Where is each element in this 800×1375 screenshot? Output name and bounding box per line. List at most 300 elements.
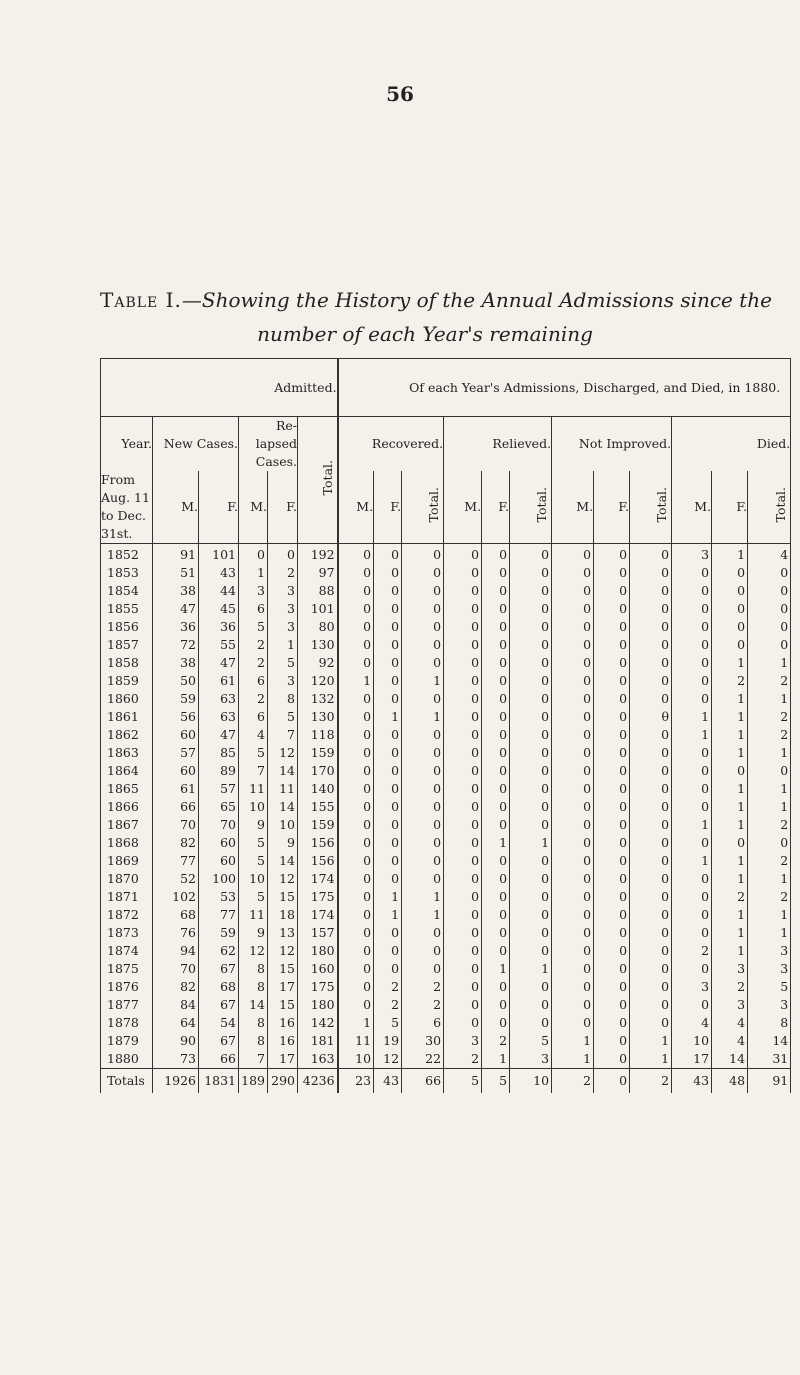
table-cell: 5 (268, 708, 298, 726)
not-improved-header: Not Improved. (552, 417, 672, 472)
table-cell: 0 (712, 600, 748, 618)
table-cell: 11 (239, 780, 268, 798)
table-cell: 3 (268, 582, 298, 600)
table-cell: 0 (402, 942, 444, 960)
table-cell: 1 (748, 654, 791, 672)
year-cell: 1871 (101, 888, 153, 906)
table-cell: 0 (672, 582, 712, 600)
table-cell: 59 (153, 690, 199, 708)
table-row (101, 582, 791, 600)
table-cell: 63 (199, 708, 239, 726)
table-cell: 7 (239, 1050, 268, 1069)
table-cell: 132 (298, 690, 338, 708)
table-cell: 0 (630, 780, 672, 798)
year-cell: 1880 (101, 1050, 153, 1069)
table-cell: 0 (510, 618, 552, 636)
table-cell: 100 (199, 870, 239, 888)
table-cell: 0 (374, 744, 402, 762)
table-cell: 0 (748, 762, 791, 780)
table-cell: 0 (482, 708, 510, 726)
table-cell: 0 (482, 816, 510, 834)
table-cell: 14 (748, 1032, 791, 1050)
table-cell: 0 (374, 942, 402, 960)
table-cell: 0 (510, 726, 552, 744)
table-cell: 0 (402, 654, 444, 672)
table-cell: 0 (510, 636, 552, 654)
table-cell: 70 (153, 960, 199, 978)
table-cell: 0 (482, 942, 510, 960)
table-cell: 0 (630, 1014, 672, 1032)
table-row (101, 708, 791, 726)
table-cell: 0 (482, 870, 510, 888)
table-cell: 0 (374, 780, 402, 798)
table-cell: 3 (748, 960, 791, 978)
table-cell: 0 (672, 960, 712, 978)
table-cell: 82 (153, 834, 199, 852)
table-cell: 1 (510, 960, 552, 978)
table-cell: 0 (374, 618, 402, 636)
table-cell: 0 (630, 600, 672, 618)
table-cell: 102 (153, 888, 199, 906)
table-cell: 0 (444, 544, 482, 565)
table-cell: 14 (239, 996, 268, 1014)
table-cell: 1 (402, 906, 444, 924)
table-row (101, 816, 791, 834)
table-cell: 45 (199, 600, 239, 618)
table-cell: 0 (510, 816, 552, 834)
table-cell: 1 (338, 672, 374, 690)
table-cell: 0 (594, 906, 630, 924)
table-cell: 1 (712, 924, 748, 942)
table-cell: 94 (153, 942, 199, 960)
table-cell: 4 (239, 726, 268, 744)
table-row (101, 798, 791, 816)
relieved-total-header: Total. (534, 486, 550, 523)
table-cell: 0 (672, 798, 712, 816)
table-body (101, 544, 791, 1094)
table-cell: 10 (268, 816, 298, 834)
table-cell: 0 (594, 1050, 630, 1069)
table-cell: 0 (482, 852, 510, 870)
year-cell: 1858 (101, 654, 153, 672)
discharged-header: Of each Year's Admissions, Discharged, and Died, in 1880. (338, 359, 791, 417)
year-cell: 1865 (101, 780, 153, 798)
table-cell: 192 (298, 544, 338, 565)
table-cell: 0 (594, 816, 630, 834)
relapsed-header: Re-lapsed Cases. (239, 417, 298, 472)
table-cell: 0 (482, 564, 510, 582)
table-cell: 1 (712, 708, 748, 726)
table-cell: 1 (402, 888, 444, 906)
table-cell: 7 (239, 762, 268, 780)
table-cell: 0 (712, 582, 748, 600)
table-cell: 68 (153, 906, 199, 924)
table-row (101, 1069, 791, 1094)
table-cell: 14 (712, 1050, 748, 1069)
table-cell: 0 (552, 618, 594, 636)
year-cell: 1879 (101, 1032, 153, 1050)
year-cell: 1853 (101, 564, 153, 582)
table-cell: 0 (630, 672, 672, 690)
year-cell: 1873 (101, 924, 153, 942)
table-cell: 0 (510, 942, 552, 960)
table-cell: 2 (748, 816, 791, 834)
table-cell: 70 (153, 816, 199, 834)
table-cell: 36 (153, 618, 199, 636)
table-cell: 0 (672, 996, 712, 1014)
table-cell: 0 (552, 1014, 594, 1032)
admitted-header: Admitted. (101, 359, 338, 417)
table-cell: 0 (374, 870, 402, 888)
table-cell: 0 (552, 600, 594, 618)
table-cell: 5 (239, 852, 268, 870)
recovered-m-header: M. (338, 471, 374, 544)
table-cell: 17 (268, 1050, 298, 1069)
year-cell: 1867 (101, 816, 153, 834)
table-cell: 0 (338, 942, 374, 960)
table-cell: 16 (268, 1014, 298, 1032)
table-cell: 12 (239, 942, 268, 960)
table-cell: 0 (444, 654, 482, 672)
table-cell: 1 (482, 1050, 510, 1069)
table-cell: 0 (672, 636, 712, 654)
table-cell: 5 (510, 1032, 552, 1050)
table-cell: 1 (748, 870, 791, 888)
year-cell: 1852 (101, 544, 153, 565)
table-cell: 72 (153, 636, 199, 654)
table-cell: 2 (672, 942, 712, 960)
table-cell: 0 (338, 654, 374, 672)
table-cell: 91 (153, 544, 199, 565)
table-cell: 2 (712, 978, 748, 996)
table-cell: 0 (748, 618, 791, 636)
year-cell: 1866 (101, 798, 153, 816)
table-cell: 0 (594, 618, 630, 636)
table-cell: 0 (482, 600, 510, 618)
table-cell: 0 (444, 744, 482, 762)
table-row (101, 1032, 791, 1050)
year-cell: 1862 (101, 726, 153, 744)
table-cell: 0 (630, 996, 672, 1014)
table-cell: 23 (338, 1069, 374, 1094)
year-cell: 1868 (101, 834, 153, 852)
table-cell: 0 (630, 906, 672, 924)
table-cell: 10 (672, 1032, 712, 1050)
table-cell: 0 (402, 852, 444, 870)
table-cell: 6 (239, 672, 268, 690)
table-cell: 0 (444, 852, 482, 870)
table-cell: 12 (268, 870, 298, 888)
table-cell: 0 (444, 672, 482, 690)
table-cell: 174 (298, 906, 338, 924)
table-cell: 1 (712, 942, 748, 960)
table-cell: 56 (153, 708, 199, 726)
table-cell: 0 (338, 834, 374, 852)
table-cell: 3 (510, 1050, 552, 1069)
table-cell: 0 (374, 672, 402, 690)
table-cell: 82 (153, 978, 199, 996)
table-cell: 15 (268, 996, 298, 1014)
table-cell: 0 (338, 726, 374, 744)
table-cell: 0 (748, 564, 791, 582)
table-cell: 0 (510, 978, 552, 996)
table-cell: 0 (552, 582, 594, 600)
table-cell: 0 (630, 852, 672, 870)
table-cell: 0 (338, 744, 374, 762)
title-line1: Showing the History of the Annual Admissions since the (201, 288, 773, 312)
table-cell: 0 (374, 762, 402, 780)
table-cell: 0 (594, 978, 630, 996)
table-cell: 0 (672, 600, 712, 618)
table-cell: θ (630, 708, 672, 726)
table-cell: 0 (672, 870, 712, 888)
table-cell: 0 (630, 960, 672, 978)
table-cell: 0 (402, 618, 444, 636)
table-cell: 0 (552, 978, 594, 996)
recovered-total-header: Total. (426, 486, 442, 523)
table-cell: 0 (630, 654, 672, 672)
table-cell: 0 (552, 834, 594, 852)
table-cell: 0 (594, 942, 630, 960)
table-cell: 2 (239, 654, 268, 672)
table-cell: 159 (298, 816, 338, 834)
table-row (101, 564, 791, 582)
table-cell: 1 (748, 924, 791, 942)
table-cell: 0 (338, 906, 374, 924)
table-cell: 0 (594, 600, 630, 618)
table-cell: 60 (199, 834, 239, 852)
table-row (101, 870, 791, 888)
table-cell: 0 (482, 996, 510, 1014)
table-cell: 0 (630, 690, 672, 708)
table-cell: 2 (402, 996, 444, 1014)
year-cell: 1863 (101, 744, 153, 762)
table-cell: 1 (712, 654, 748, 672)
table-row (101, 726, 791, 744)
table-cell: 0 (338, 762, 374, 780)
table-cell: 62 (199, 942, 239, 960)
table-cell: 0 (594, 564, 630, 582)
table-cell: 0 (510, 780, 552, 798)
table-cell: 180 (298, 942, 338, 960)
table-cell: 0 (444, 834, 482, 852)
table-cell: 1 (712, 780, 748, 798)
table-cell: 53 (199, 888, 239, 906)
table-cell: 0 (712, 636, 748, 654)
table-cell: 0 (594, 744, 630, 762)
table-cell: 3 (712, 960, 748, 978)
table-cell: 0 (510, 564, 552, 582)
table-cell: 130 (298, 636, 338, 654)
year-cell: 1856 (101, 618, 153, 636)
table-cell: 0 (594, 924, 630, 942)
table-cell: 70 (199, 816, 239, 834)
table-cell: 0 (594, 1032, 630, 1050)
table-cell: 88 (298, 582, 338, 600)
year-cell: 1861 (101, 708, 153, 726)
table-cell: 0 (444, 924, 482, 942)
relapsed-f-header: F. (268, 471, 298, 544)
table-cell: 1 (712, 690, 748, 708)
table-cell: 5 (268, 654, 298, 672)
table-cell: 0 (482, 780, 510, 798)
title-lead: Table I. (100, 288, 182, 312)
table-cell: 51 (153, 564, 199, 582)
table-cell: 0 (630, 834, 672, 852)
table-cell: 0 (482, 636, 510, 654)
table-cell: 3 (712, 996, 748, 1014)
table-cell: 0 (672, 672, 712, 690)
table-cell: 0 (672, 780, 712, 798)
table-cell: 0 (594, 996, 630, 1014)
table-cell: 0 (630, 544, 672, 565)
year-cell: 1860 (101, 690, 153, 708)
table-cell: 5 (239, 888, 268, 906)
table-row (101, 852, 791, 870)
recovered-f-header: F. (374, 471, 402, 544)
table-cell: 0 (374, 544, 402, 565)
table-row (101, 654, 791, 672)
table-cell: 2 (374, 996, 402, 1014)
table-cell: 0 (672, 924, 712, 942)
table-cell: 0 (444, 600, 482, 618)
table-cell: 55 (199, 636, 239, 654)
table-cell: 0 (630, 618, 672, 636)
table-cell: 8 (239, 978, 268, 996)
table-cell: 43 (199, 564, 239, 582)
table-cell: 0 (482, 888, 510, 906)
table-cell: 0 (374, 654, 402, 672)
new-f-header: F. (199, 471, 239, 544)
table-cell: 5 (239, 834, 268, 852)
table-cell: 1 (748, 780, 791, 798)
table-cell: 14 (268, 798, 298, 816)
table-row (101, 960, 791, 978)
table-cell: 0 (444, 762, 482, 780)
table-cell: 0 (482, 762, 510, 780)
table-cell: 76 (153, 924, 199, 942)
table-cell: 0 (402, 690, 444, 708)
year-cell: 1875 (101, 960, 153, 978)
table-cell: 0 (338, 888, 374, 906)
table-cell: 0 (630, 564, 672, 582)
table-cell: 67 (199, 996, 239, 1014)
table-cell: 91 (748, 1069, 791, 1094)
table-cell: 84 (153, 996, 199, 1014)
table-row (101, 906, 791, 924)
table-cell: 60 (153, 726, 199, 744)
table-cell: 0 (552, 762, 594, 780)
table-cell: 2 (444, 1050, 482, 1069)
table-cell: 0 (594, 708, 630, 726)
table-cell: 63 (199, 690, 239, 708)
table-cell: 0 (374, 564, 402, 582)
table-cell: 0 (374, 834, 402, 852)
table-row (101, 690, 791, 708)
table-cell: 8 (239, 960, 268, 978)
table-cell: 0 (444, 582, 482, 600)
table-cell: 66 (402, 1069, 444, 1094)
table-cell: 0 (712, 564, 748, 582)
table-cell: 17 (268, 978, 298, 996)
table-cell: 5 (239, 618, 268, 636)
table-cell: 1 (712, 906, 748, 924)
table-cell: 0 (672, 888, 712, 906)
table-cell: 159 (298, 744, 338, 762)
table-cell: 3 (672, 544, 712, 565)
table-cell: 52 (153, 870, 199, 888)
year-cell: 1874 (101, 942, 153, 960)
table-cell: 1 (338, 1014, 374, 1032)
table-cell: 0 (482, 906, 510, 924)
table-cell: 0 (374, 924, 402, 942)
table-cell: 1 (374, 708, 402, 726)
table-cell: 160 (298, 960, 338, 978)
table-cell: 101 (199, 544, 239, 565)
year-cell: 1877 (101, 996, 153, 1014)
table-cell: 66 (199, 1050, 239, 1069)
table-cell: 64 (153, 1014, 199, 1032)
table-cell: 157 (298, 924, 338, 942)
table-cell: 290 (268, 1069, 298, 1094)
table-cell: 118 (298, 726, 338, 744)
table-cell: 0 (672, 906, 712, 924)
table-cell: 0 (338, 636, 374, 654)
table-cell: 0 (552, 798, 594, 816)
title-dash: — (181, 288, 202, 312)
table-cell: 5 (748, 978, 791, 996)
table-cell: 2 (402, 978, 444, 996)
table-row (101, 600, 791, 618)
table-cell: 6 (239, 708, 268, 726)
table-cell: 0 (402, 924, 444, 942)
table-cell: 80 (298, 618, 338, 636)
table-cell: 0 (338, 978, 374, 996)
table-cell: 0 (594, 690, 630, 708)
year-header: Year. (101, 417, 153, 472)
table-cell: 0 (239, 544, 268, 565)
table-cell: 67 (199, 960, 239, 978)
table-cell: 0 (748, 600, 791, 618)
table-cell: 1 (239, 564, 268, 582)
table-cell: 57 (153, 744, 199, 762)
year-cell: 1864 (101, 762, 153, 780)
table-cell: 0 (630, 762, 672, 780)
table-cell: 0 (510, 744, 552, 762)
table-cell: 0 (630, 636, 672, 654)
table-cell: 97 (298, 564, 338, 582)
table-cell: 0 (444, 870, 482, 888)
table-cell: 5 (444, 1069, 482, 1094)
table-cell: 77 (199, 906, 239, 924)
table-cell: 0 (510, 708, 552, 726)
table-cell: 1 (630, 1032, 672, 1050)
table-cell: 0 (552, 996, 594, 1014)
table-cell: 0 (338, 852, 374, 870)
table-cell: 0 (510, 544, 552, 565)
table-cell: 2 (712, 672, 748, 690)
table-cell: 0 (482, 1014, 510, 1032)
table-cell: 3 (239, 582, 268, 600)
table-cell: 0 (594, 870, 630, 888)
table-cell: 0 (374, 600, 402, 618)
table-cell: 9 (239, 816, 268, 834)
table-cell: 0 (510, 870, 552, 888)
table-row (101, 1014, 791, 1032)
year-cell: 1869 (101, 852, 153, 870)
table-cell: 0 (444, 564, 482, 582)
table-cell: 19 (374, 1032, 402, 1050)
